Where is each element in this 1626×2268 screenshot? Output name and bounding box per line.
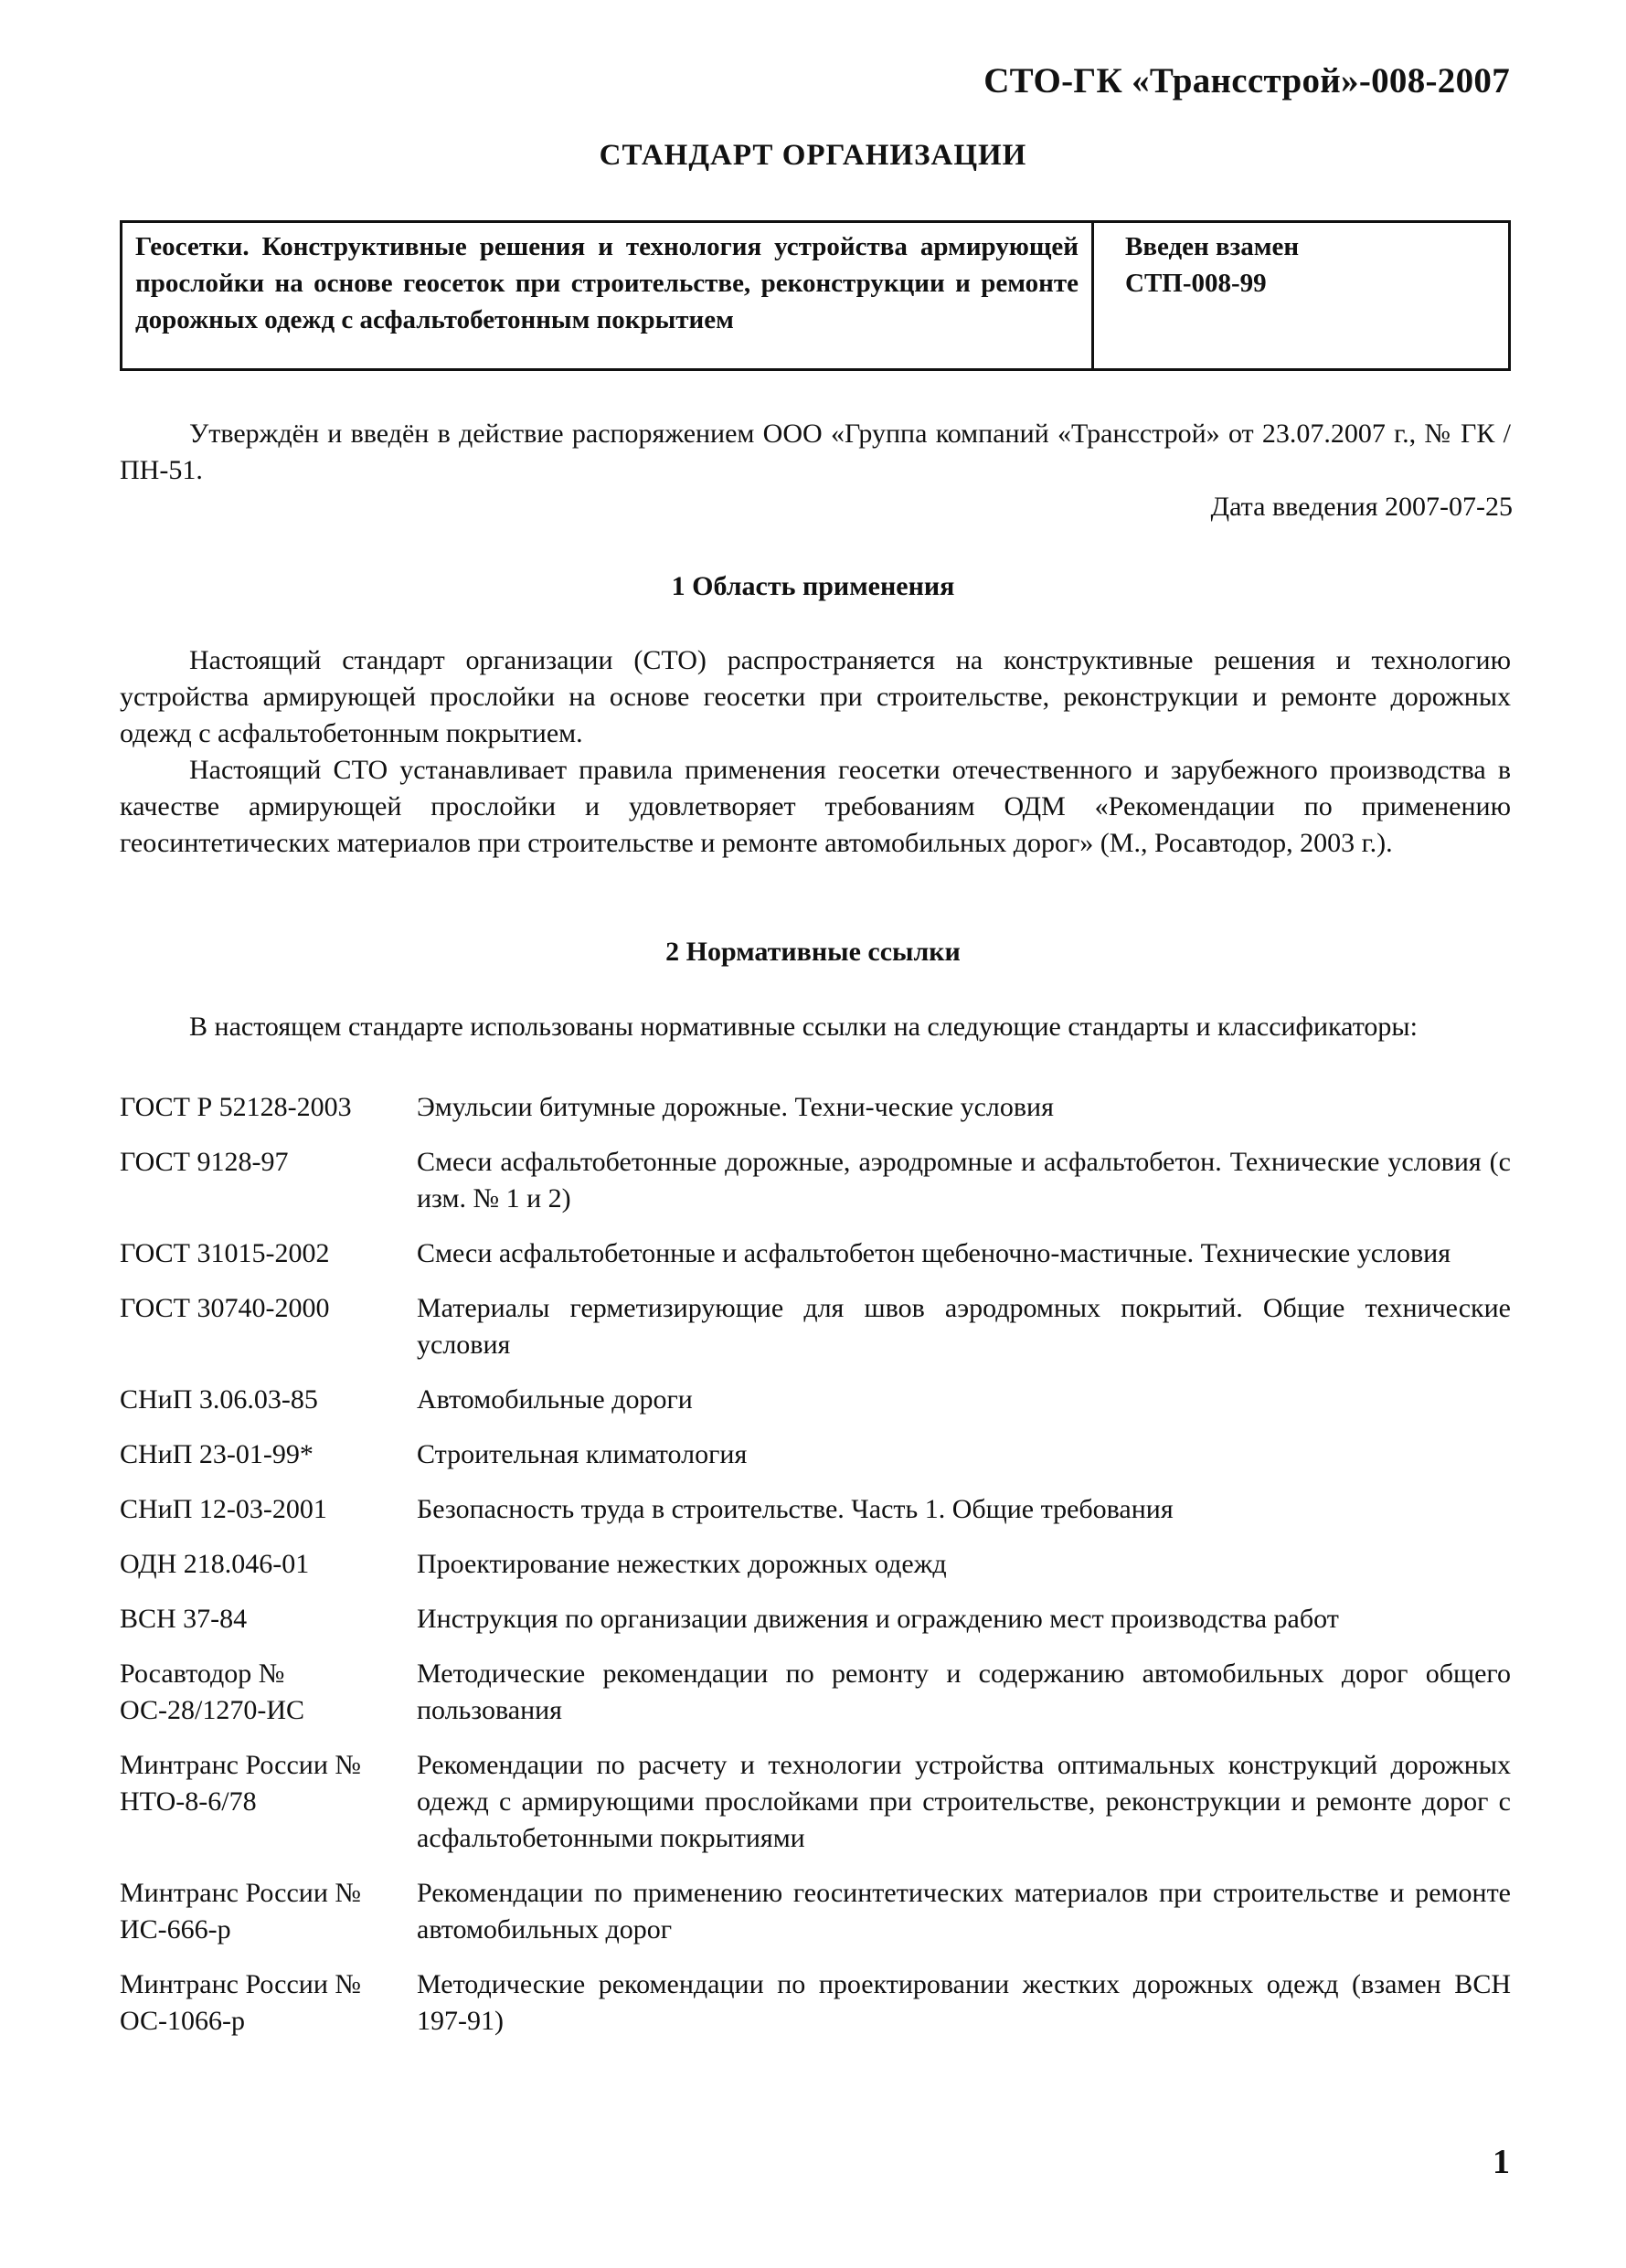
- reference-code: Минтранс России № ОС-1066-р: [120, 1969, 361, 2036]
- references-list: [120, 1089, 1511, 2058]
- approval-text: Утверждён и введён в действие распоряжением ООО «Группа компаний «Трансстрой» от 23.07.2007 г., № ГК /ПН-51.: [120, 419, 1511, 485]
- reference-code: Минтранс России № НТО-8-6/78: [120, 1750, 361, 1817]
- reference-title: Смеси асфальтобетонные и асфальтобетон щебеночно-мастичные. Технические условия: [417, 1238, 1451, 1268]
- reference-row: [120, 1875, 1511, 1948]
- reference-title: Рекомендации по применению геосинтетических материалов при строительстве и ремонте автомобильных дорог: [417, 1878, 1511, 1945]
- introduction-date: Дата введения 2007-07-25: [1210, 492, 1513, 522]
- document-title: Геосетки. Конструктивные решения и технология устройства армирующей прослойки на основе геосеток при строительстве, реконструкции и ремонте дорожных одежд с асфальтобетонным покрытием: [122, 223, 1094, 368]
- standard-title: СТАНДАРТ ОРГАНИЗАЦИИ: [599, 139, 1027, 172]
- reference-code: ОДН 218.046-01: [120, 1549, 310, 1579]
- section-2-intro: В настоящем стандарте использованы нормативные ссылки на следующие стандарты и классификаторы:: [189, 1012, 1418, 1042]
- reference-code: ГОСТ 30740-2000: [120, 1293, 330, 1323]
- title-table: [120, 220, 1511, 371]
- reference-code: СНиП 23-01-99*: [120, 1439, 314, 1469]
- reference-title: Методические рекомендации по ремонту и содержанию автомобильных дорог общего пользования: [417, 1659, 1511, 1725]
- reference-row: [120, 1601, 1511, 1637]
- reference-code: ГОСТ 31015-2002: [120, 1238, 330, 1268]
- replaced-label: Введен взамен: [1125, 232, 1300, 261]
- reference-title: Рекомендации по расчету и технологии устройства оптимальных конструкций дорожных одежд с армирующими прослойками при строительстве, реконструкции и ремонте дорог с асфальтобетонными покрытиями: [417, 1750, 1511, 1853]
- reference-title: Методические рекомендации по проектировании жестких дорожных одежд (взамен ВСН 197-91): [417, 1969, 1511, 2036]
- reference-row: [120, 1235, 1511, 1272]
- reference-row: [120, 1290, 1511, 1363]
- reference-title: Эмульсии битумные дорожные. Техни-ческие условия: [417, 1092, 1054, 1122]
- reference-row: [120, 1436, 1511, 1473]
- reference-code: СНиП 12-03-2001: [120, 1494, 327, 1524]
- reference-row: [120, 1491, 1511, 1528]
- reference-row: [120, 1656, 1511, 1729]
- reference-row: [120, 1747, 1511, 1857]
- reference-row: [120, 1144, 1511, 1217]
- section-2-heading: 2 Нормативные ссылки: [665, 937, 961, 967]
- reference-title: Безопасность труда в строительстве. Часть 1. Общие требования: [417, 1494, 1174, 1524]
- section-1-heading: 1 Область применения: [671, 571, 955, 601]
- reference-code: ВСН 37-84: [120, 1604, 248, 1634]
- reference-code: СНиП 3.06.03-85: [120, 1384, 318, 1415]
- reference-code: ГОСТ 9128-97: [120, 1147, 289, 1177]
- reference-code: Минтранс России № ИС-666-р: [120, 1878, 361, 1945]
- replacement-cell: [1094, 223, 1508, 368]
- reference-code: ГОСТ Р 52128-2003: [120, 1092, 352, 1122]
- section-1-paragraph: Настоящий СТО устанавливает правила применения геосетки отечественного и зарубежного производства в качестве армирующей прослойки и удовлетворяет требованиям ОДМ «Рекомендации по применению геосинтетических материалов при строительстве и ремонте автомобильных дорог» (М., Росавтодор, 2003 г.).: [120, 755, 1511, 858]
- reference-title: Инструкция по организации движения и ограждению мест производства работ: [417, 1604, 1339, 1634]
- reference-row: [120, 1382, 1511, 1418]
- reference-row: [120, 1089, 1511, 1126]
- reference-row: [120, 1966, 1511, 2040]
- reference-title: Автомобильные дороги: [417, 1384, 693, 1415]
- reference-title: Строительная климатология: [417, 1439, 748, 1469]
- reference-title: Смеси асфальтобетонные дорожные, аэродромные и асфальтобетон. Технические условия (с изм. № 1 и 2): [417, 1147, 1511, 1213]
- reference-row: [120, 1546, 1511, 1583]
- page-number: 1: [1493, 2143, 1510, 2181]
- replaced-document: СТП-008-99: [1125, 269, 1267, 298]
- reference-title: Материалы герметизирующие для швов аэродромных покрытий. Общие технические условия: [417, 1293, 1511, 1360]
- reference-title: Проектирование нежестких дорожных одежд: [417, 1549, 947, 1579]
- section-1-paragraph: Настоящий стандарт организации (СТО) распространяется на конструктивные решения и технологию устройства армирующей прослойки на основе геосетки при строительстве, реконструкции и ремонте дорожных одежд с асфальтобетонным покрытием.: [120, 645, 1511, 748]
- document-code: СТО-ГК «Трансстрой»-008-2007: [983, 61, 1510, 101]
- reference-code: Росавтодор № ОС-28/1270-ИС: [120, 1659, 305, 1725]
